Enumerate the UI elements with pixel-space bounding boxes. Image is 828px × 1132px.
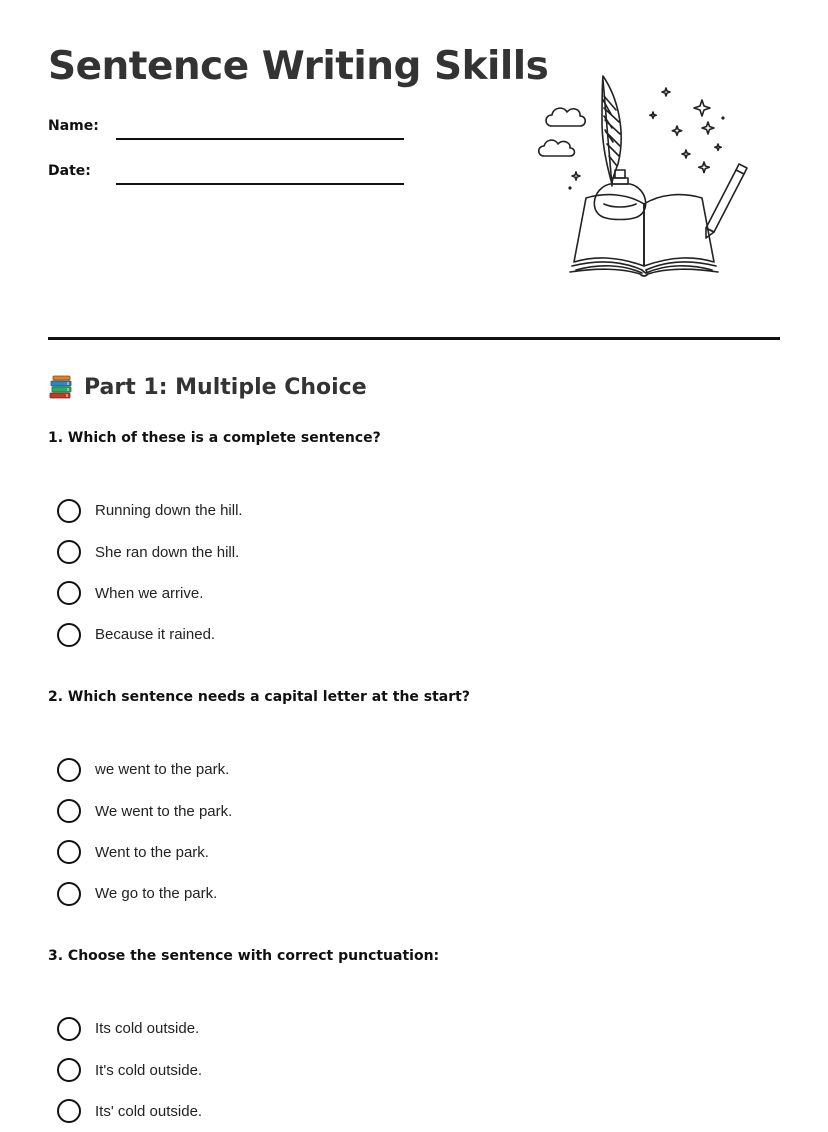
option-item[interactable] (57, 1091, 202, 1132)
radio-button[interactable] (57, 882, 81, 906)
option-item[interactable] (57, 749, 232, 790)
radio-button[interactable] (57, 758, 81, 782)
question-text: 2. Which sentence needs a capital letter at the start? (48, 689, 470, 705)
books-icon (48, 375, 74, 401)
option-label: Its' cold outside. (95, 1102, 203, 1120)
option-item[interactable] (57, 873, 232, 914)
option-label: Went to the park. (95, 843, 209, 861)
options-list (57, 1008, 202, 1132)
radio-button[interactable] (57, 1058, 81, 1082)
radio-button[interactable] (57, 499, 81, 523)
option-label: we went to the park. (95, 761, 230, 779)
quill-ink-book-illustration (536, 70, 752, 280)
question-2 (48, 688, 788, 903)
option-label: Running down the hill. (95, 502, 243, 520)
date-field (48, 157, 408, 187)
radio-button[interactable] (57, 840, 81, 864)
radio-button[interactable] (57, 1099, 81, 1123)
date-line[interactable] (116, 183, 404, 185)
option-label: She ran down the hill. (95, 543, 240, 561)
section-title (48, 373, 367, 403)
radio-button[interactable] (57, 1017, 81, 1041)
option-item[interactable] (57, 1049, 202, 1090)
option-item[interactable] (57, 614, 243, 655)
option-item[interactable] (57, 832, 232, 873)
option-item[interactable] (57, 790, 232, 831)
radio-button[interactable] (57, 581, 81, 605)
date-label: Date: (48, 163, 91, 179)
name-label: Name: (48, 118, 99, 134)
option-item[interactable] (57, 1008, 202, 1049)
question-text: 1. Which of these is a complete sentence? (48, 430, 381, 446)
section-title-text: Part 1: Multiple Choice (84, 375, 367, 400)
name-field (48, 112, 408, 142)
option-label: When we arrive. (95, 584, 204, 602)
options-list (57, 749, 232, 915)
options-list (57, 490, 243, 656)
page-title: Sentence Writing Skills (48, 44, 549, 89)
radio-button[interactable] (57, 540, 81, 564)
option-item[interactable] (57, 490, 243, 531)
radio-button[interactable] (57, 623, 81, 647)
option-item[interactable] (57, 531, 243, 572)
question-3 (48, 947, 788, 1120)
option-label: We went to the park. (95, 802, 233, 820)
question-text: 3. Choose the sentence with correct punctuation: (48, 948, 440, 964)
question-1 (48, 429, 788, 644)
option-label: We go to the park. (95, 885, 218, 903)
option-label: It's cold outside. (95, 1061, 203, 1079)
option-label: Because it rained. (95, 626, 216, 644)
name-line[interactable] (116, 138, 404, 140)
header-divider (48, 337, 780, 340)
option-item[interactable] (57, 573, 243, 614)
option-label: Its cold outside. (95, 1020, 200, 1038)
radio-button[interactable] (57, 799, 81, 823)
